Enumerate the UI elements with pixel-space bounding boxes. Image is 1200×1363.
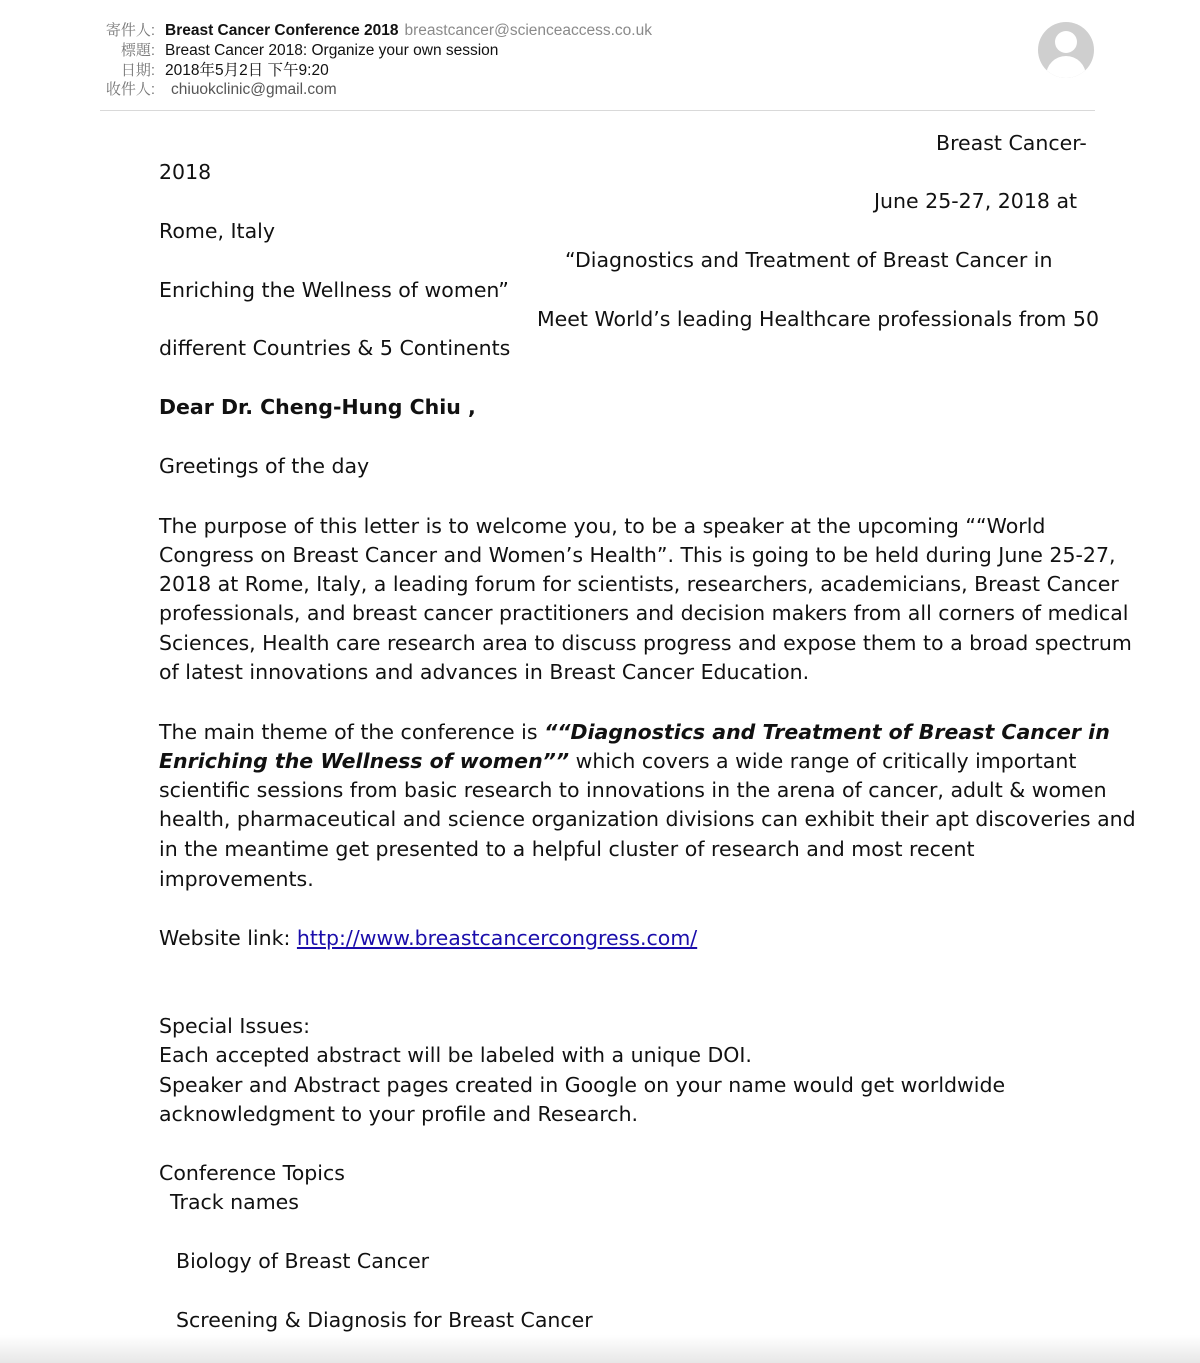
paragraph-2-line: scientific sessions from basic research to innovations in the arena of cancer, adult & women [159,778,1107,802]
from-label: 寄件人: [105,22,155,39]
theme-line-1: “Diagnostics and Treatment of Breast Cancer in [565,248,1053,272]
theme-intro: The main theme of the conference is [159,720,545,744]
sender-name[interactable]: Breast Cancer Conference 2018 [165,22,399,39]
theme-line-2: Enriching the Wellness of women” [159,278,509,302]
theme-title-2: Enriching the Wellness of women”” [159,749,570,773]
website-link[interactable]: http://www.breastcancercongress.com/ [296,926,698,950]
conference-topics-title: Conference Topics [159,1161,345,1185]
tagline-line-1: Meet World’s leading Healthcare professionals from 50 [537,307,1099,331]
date: 2018年5月2日 下午9:20 [165,62,329,79]
bottom-shadow [0,1335,1200,1363]
paragraph-2-line [159,718,1110,747]
subject: Breast Cancer 2018: Organize your own session [165,42,499,59]
paragraph-1-line: 2018 at Rome, Italy, a leading forum for scientists, researchers, academicians, Breast Cancer [159,572,1119,596]
website-label: Website link: [159,926,297,950]
theme-after: which covers a wide range of critically important [569,749,1077,773]
conference-year: 2018 [159,160,212,184]
sender-email[interactable]: breastcancer@scienceaccess.co.uk [404,22,652,39]
track-names-title: Track names [170,1190,299,1214]
theme-title-1: ““Diagnostics and Treatment of Breast Cancer in [544,720,1110,744]
tagline-line-2: different Countries & 5 Continents [159,336,511,360]
salutation: Dear Dr. Cheng-Hung Chiu , [159,395,476,419]
conference-name-line: Breast Cancer- [936,131,1087,155]
track-item: Biology of Breast Cancer [176,1249,430,1273]
paragraph-1-line: professionals, and breast cancer practitioners and decision makers from all corners of medical [159,601,1129,625]
paragraph-1-line: Sciences, Health care research area to discuss progress and expose them to a broad spectrum [159,631,1132,655]
paragraph-1-line: Congress on Breast Cancer and Women’s Health”. This is going to be held during June 25-27, [159,543,1116,567]
paragraph-1-line: The purpose of this letter is to welcome you, to be a speaker at the upcoming ““World [159,514,1046,538]
website-line [159,924,697,953]
date-label: 日期: [120,62,155,79]
special-issue-google-1: Speaker and Abstract pages created in Google on your name would get worldwide [159,1073,1006,1097]
to-label: 收件人: [105,81,155,98]
special-issues-title: Special Issues: [159,1014,310,1038]
special-issue-doi: Each accepted abstract will be labeled with a unique DOI. [159,1043,752,1067]
special-issue-google-2: acknowledgment to your profile and Research. [159,1102,639,1126]
track-item: Screening & Diagnosis for Breast Cancer [176,1308,593,1332]
conference-location: Rome, Italy [159,219,275,243]
conference-dates: June 25-27, 2018 at [874,189,1078,213]
paragraph-2-line: health, pharmaceutical and science organization divisions can exhibit their apt discoveries and [159,807,1136,831]
greeting: Greetings of the day [159,454,370,478]
paragraph-1-line: of latest innovations and advances in Breast Cancer Education. [159,660,810,684]
paragraph-2-line: in the meantime get presented to a helpful cluster of research and most recent [159,837,975,861]
paragraph-2-line: improvements. [159,867,314,891]
subject-label: 標題: [120,42,155,59]
recipient-email[interactable]: chiuokclinic@gmail.com [171,81,337,98]
paragraph-2-line [159,747,1076,776]
